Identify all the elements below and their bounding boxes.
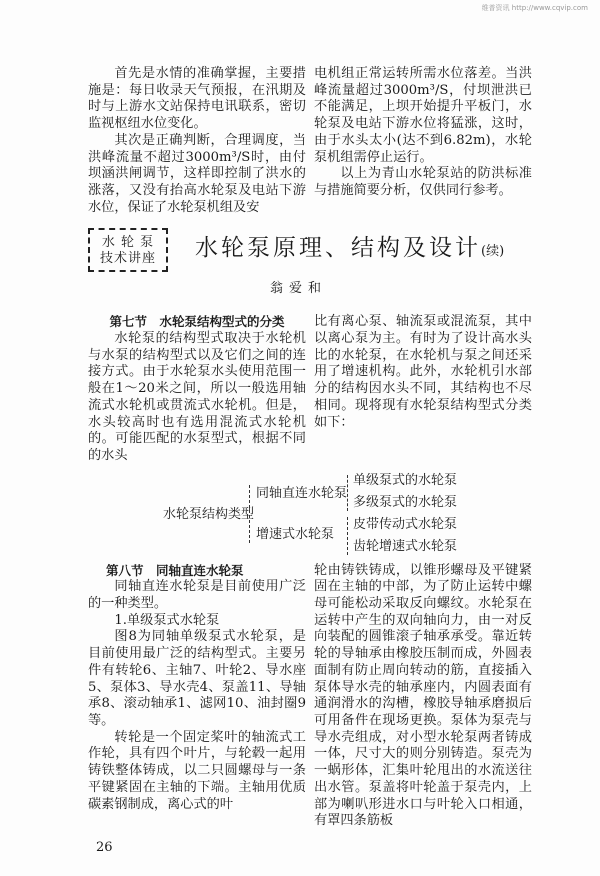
section7-right-column bbox=[314, 314, 532, 431]
section8-left-column bbox=[88, 563, 306, 814]
paragraph: 比有离心泵、轴流泵或混流泵，其中以离心泵为主。有时为了设计高水头比的水轮泵，在水轮机与泵之间还采用了增速机构。此外，水轮机引水部分的结构因水头不同，其结构也不尽相同。现将现有水轮泵结构型式分类如下： bbox=[314, 314, 532, 430]
subheading: 1.单级泵式水轮泵 bbox=[114, 612, 220, 628]
tree-branch: 同轴直连水轮泵 bbox=[256, 485, 348, 501]
section7 bbox=[88, 314, 600, 464]
watermark: 维普资讯 http://www.cqvip.com bbox=[481, 4, 588, 12]
series-label-box bbox=[88, 228, 168, 272]
article-header bbox=[0, 228, 600, 302]
paragraph: 转轮是一个固定桨叶的轴流式工作轮，具有四个叶片，与轮毂一起用铸铁整体铸成，以二只圆螺母与一条平键紧固在主轴的下端。主轴用优质碳素钢制成，离心式的叶 bbox=[88, 729, 306, 812]
section8 bbox=[88, 563, 600, 830]
paragraph: 同轴直连水轮泵是目前使用广泛的一种类型。 bbox=[88, 579, 306, 612]
classification-tree bbox=[0, 471, 600, 559]
section7-left-column bbox=[88, 314, 306, 464]
tree-branch: 增速式水轮泵 bbox=[256, 526, 335, 542]
tree-leaf: 齿轮增速式水轮泵 bbox=[353, 538, 458, 554]
tree-bracket bbox=[347, 517, 348, 555]
tree-bracket bbox=[249, 485, 250, 543]
section-heading: 第八节 同轴直连水轮泵 bbox=[106, 562, 244, 578]
paragraph: 电机组正常运转所需水位落差。当洪峰流量超过3000m³/S，付坝泄洪已不能满足，上坝开始提升平板门，水轮泵及电站下游水位将猛涨，这时，由于水头太小(达不到6.82m)，水轮泵机组需停止运行。 bbox=[314, 66, 532, 165]
article-title-text: 水轮泵原理、结构及设计 bbox=[195, 235, 481, 262]
paragraph: 首先是水情的准确掌握，主要措施是：每日收录天气预报，在汛期及时与上游水文站保持电讯联系，密切监视枢纽水位变化。 bbox=[88, 66, 306, 132]
continued-mark: (续) bbox=[481, 244, 505, 260]
series-label-line: 技术讲座 bbox=[99, 251, 156, 267]
article-author: 翁爱和 bbox=[270, 281, 328, 297]
page-number: 26 bbox=[96, 839, 113, 855]
article-title bbox=[195, 234, 504, 266]
tree-leaf: 单级泵式的水轮泵 bbox=[353, 472, 458, 488]
previous-article-right-column bbox=[314, 66, 532, 200]
series-label-line: 水 轮 泵 bbox=[101, 235, 155, 251]
previous-article-left-column bbox=[88, 66, 306, 216]
section-heading: 第七节 水轮泵结构型式的分类 bbox=[109, 314, 285, 330]
section8-right-column bbox=[314, 563, 532, 830]
paragraph: 轮由铸铁铸成，以锥形螺母及平键紧固在主轴的中部，为了防止运转中螺母可能松动采取反向螺纹。水轮泵在运转中产生的双向轴向力，由一对反向装配的圆锥滚子轴承承受。靠近转轮的导轴承由橡胶压制而成，外圆表面制有防止周向转动的筋，直接插入泵体导水壳的轴承座内，内圆表面有通润滑水的沟槽，橡胶导轴承磨损后可用备件在现场更换。泵体为泵壳与导水壳组成，对小型水轮泵两者铸成一体，尺寸大的则分别铸造。泵壳为一蜗形体，汇集叶轮甩出的水流送往出水管。泵盖将叶轮盖于泵壳内，上部为喇叭形进水口与叶轮入口相通，有罩四条筋板 bbox=[314, 562, 532, 829]
paragraph: 其次是正确判断，合理调度，当洪峰流量不超过3000m³/S时，由付坝涵洪闸调节，这样即控制了洪水的涨落，又没有抬高水轮泵及电站下游水位，保证了水轮泵机组及安 bbox=[88, 132, 306, 215]
tree-leaf: 皮带传动式水轮泵 bbox=[353, 516, 458, 532]
paragraph: 水轮泵的结构型式取决于水轮机与水泵的结构型式以及它们之间的连接方式。由于水轮泵水头使用范围一般在1～20米之间，所以一般选用轴流式水轮机或贯流式水轮机。但是，水头较高时也有选用混流式水轮机的。可能匹配的水泵型式，根据不同的水头 bbox=[88, 331, 306, 463]
tree-bracket bbox=[347, 475, 348, 511]
tree-root: 水轮泵结构类型 bbox=[163, 506, 255, 522]
previous-article bbox=[88, 66, 600, 216]
tree-leaf: 多级泵式的水轮泵 bbox=[353, 494, 458, 510]
paragraph: 以上为青山水轮泵站的防洪标准与措施简要分析，仅供同行参考。 bbox=[314, 166, 532, 198]
paragraph: 图8为同轴单级泵式水轮泵，是目前使用最广泛的结构型式。主要另件有转轮6、主轴7、叶轮2、导水座5、泵体3、导水壳4、泵盖11、导轴承8、滚动轴承1、滤网10、油封圈9等。 bbox=[88, 629, 306, 728]
